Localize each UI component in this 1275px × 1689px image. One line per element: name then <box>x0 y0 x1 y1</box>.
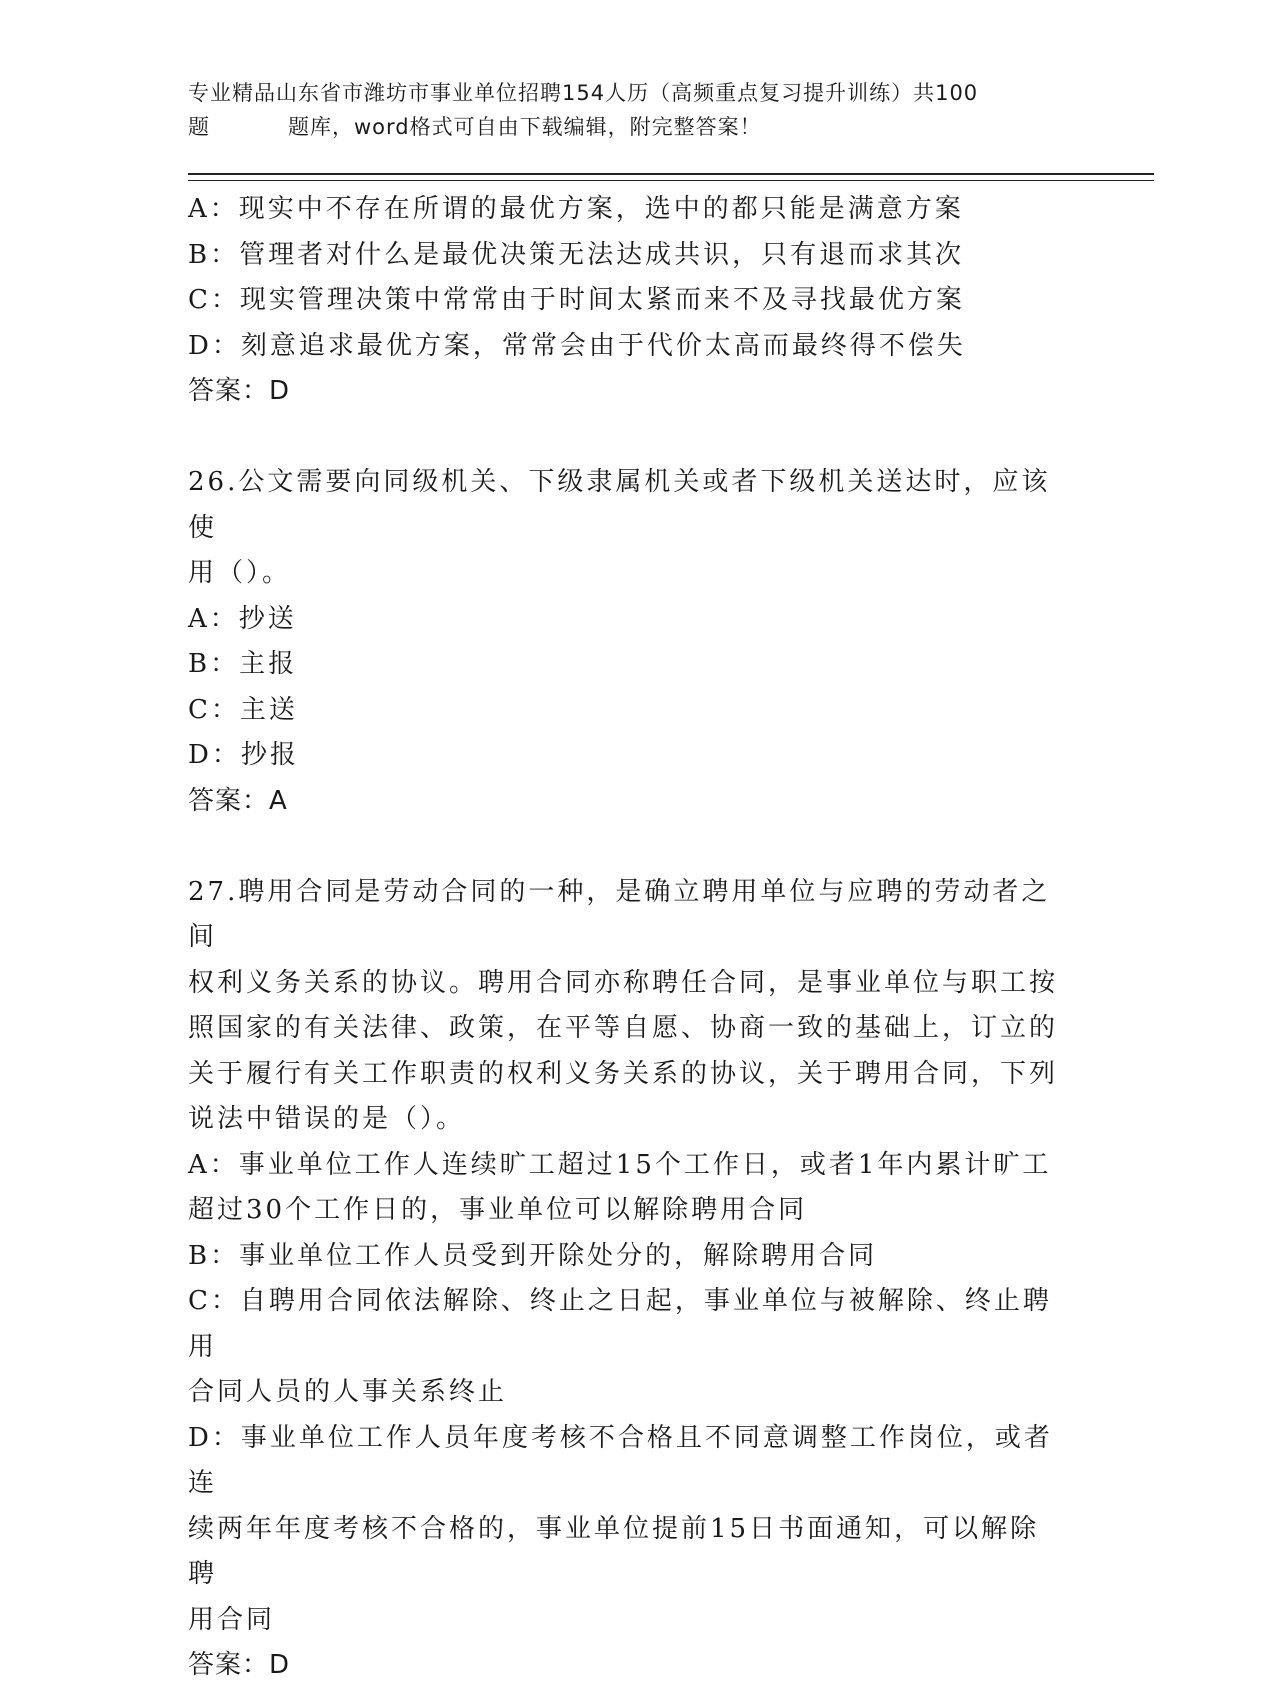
option-b: B：管理者对什么是最优决策无法达成共识，只有退而求其次 <box>188 239 965 270</box>
question-26 <box>188 460 1068 824</box>
header-divider-thick <box>188 173 1154 175</box>
option-d-continued: 续两年年度考核不合格的，事业单位提前15日书面通知，可以解除聘 <box>188 1513 1040 1589</box>
option-b: B：主报 <box>188 649 298 679</box>
question-27 <box>188 870 1068 1689</box>
spacer <box>188 415 1068 461</box>
header-divider-thin <box>188 180 1154 181</box>
option-b: B：事业单位工作人员受到开除处分的，解除聘用合同 <box>188 1240 878 1271</box>
question-text: 权利义务关系的协议。聘用合同亦称聘任合同，是事业单位与职工按 <box>188 967 1059 998</box>
option-d: D：刻意追求最优方案，常常会由于代价太高而最终得不偿失 <box>188 330 966 361</box>
option-a: A：现实中不存在所谓的最优方案，选中的都只能是满意方案 <box>188 194 964 224</box>
option-d: D：抄报 <box>188 740 299 770</box>
option-a: A：事业单位工作人连续旷工超过15个工作日，或者1年内累计旷工 <box>188 1149 1052 1180</box>
question-text: 照国家的有关法律、政策，在平等自愿、协商一致的基础上，订立的 <box>188 1013 1059 1043</box>
question-text: 26.公文需要向同级机关、下级隶属机关或者下级机关送达时，应该使 <box>188 467 1051 543</box>
option-c: C：主送 <box>188 694 298 725</box>
header-title-line2-b: 题库，word格式可自由下载编辑，附完整答案！ <box>288 115 762 139</box>
option-a: A：抄送 <box>188 603 297 634</box>
question-text: 说法中错误的是（）。 <box>188 1104 466 1134</box>
option-a-continued: 超过30个工作日的，事业单位可以解除聘用合同 <box>188 1195 808 1225</box>
option-d-continued: 用合同 <box>188 1604 276 1635</box>
answer: 答案：D <box>188 1650 291 1680</box>
option-c-continued: 合同人员的人事关系终止 <box>188 1377 508 1407</box>
header-title-line2-a: 题 <box>188 115 210 139</box>
question-25 <box>188 187 1068 415</box>
document-body <box>188 187 1068 1689</box>
option-d: D：事业单位工作人员年度考核不合格且不同意调整工作岗位，或者连 <box>188 1422 1053 1498</box>
document-header <box>188 76 1088 144</box>
header-title-line1: 专业精品山东省市潍坊市事业单位招聘154人历（高频重点复习提升训练）共100 <box>188 81 979 105</box>
option-c: C：现实管理决策中常常由于时间太紧而来不及寻找最优方案 <box>188 285 965 315</box>
question-text: 27.聘用合同是劳动合同的一种，是确立聘用单位与应聘的劳动者之间 <box>188 876 1051 952</box>
answer: 答案：D <box>188 376 291 406</box>
header-title-line2 <box>188 110 1088 144</box>
question-text: 用（）。 <box>188 558 292 588</box>
question-text: 关于履行有关工作职责的权利义务关系的协议，关于聘用合同，下列 <box>188 1058 1059 1089</box>
option-c: C：自聘用合同依法解除、终止之日起，事业单位与被解除、终止聘用 <box>188 1286 1052 1362</box>
spacer <box>188 824 1068 870</box>
answer: 答案：A <box>188 785 288 816</box>
